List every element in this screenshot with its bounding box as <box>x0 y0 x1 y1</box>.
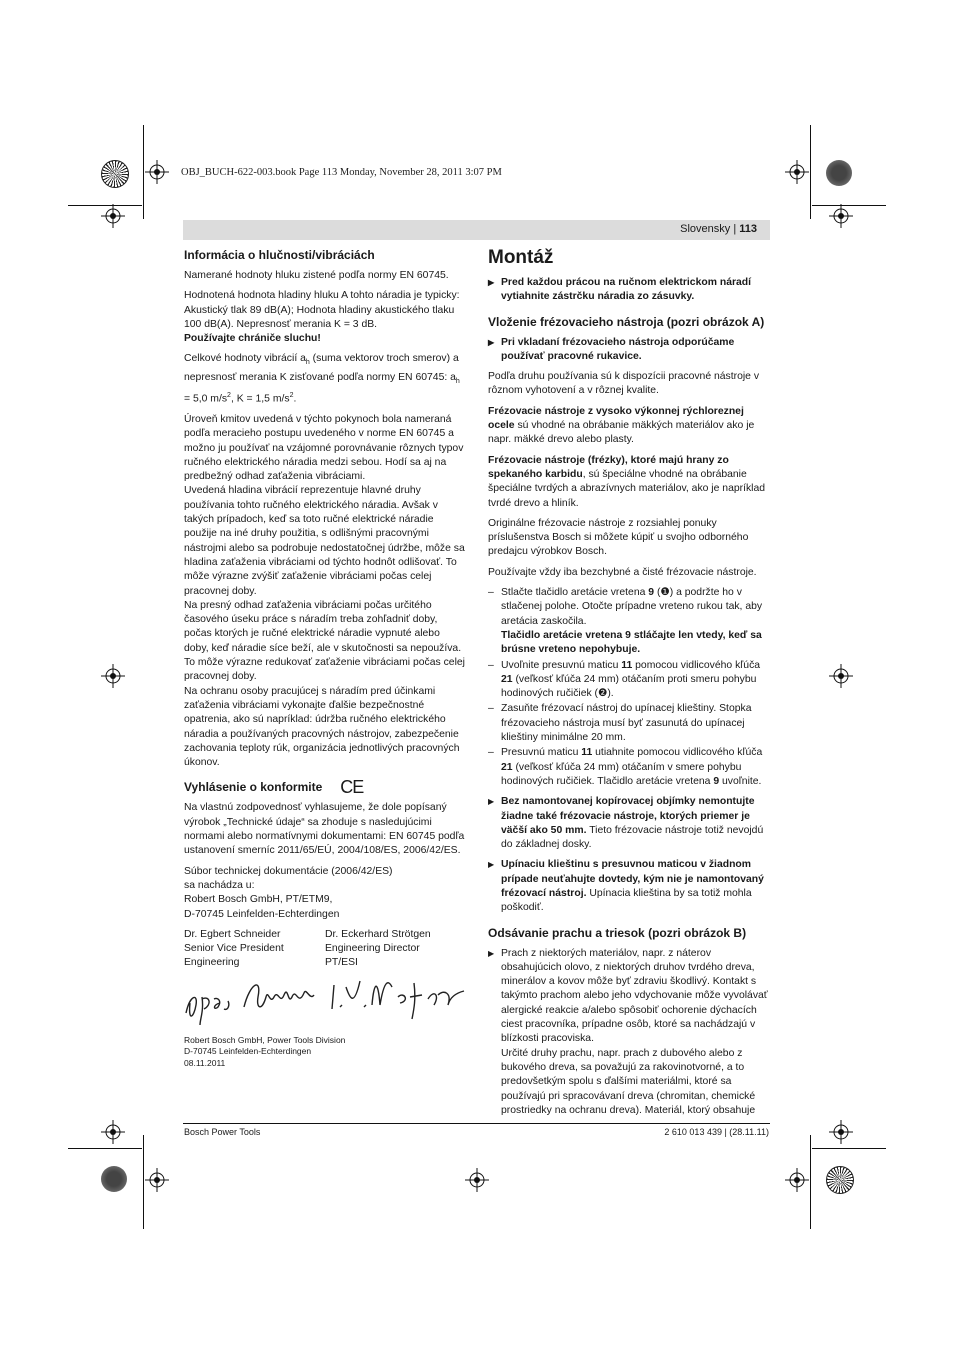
crop-mark <box>810 125 811 219</box>
dust-extraction-heading: Odsávanie prachu a triesok (pozri obrázok B) <box>488 925 747 940</box>
page-number: 113 <box>739 223 757 235</box>
crop-mark <box>143 1135 144 1229</box>
step-item: – Presuvnú maticu 11 utiahnite pomocou vidlicového kľúča 21 (veľkosť kľúča 24 mm) otáčaním v smere pohybu hodinových ručičiek. Tlačidlo aretácie vretena 9 uvoľnite. <box>488 747 763 787</box>
color-dial-icon <box>826 160 852 186</box>
footer-rule <box>183 1123 770 1124</box>
crop-mark <box>810 1135 811 1229</box>
body-paragraph: Podľa druhu používania sú k dispozícii pracovné nástroje v rôznom vyhotovení a v rôznej kvalite. <box>488 371 760 397</box>
registration-mark-icon <box>465 1168 489 1192</box>
safety-bullet: ▶ Pri vkladaní frézovacieho nástroja odporúčame používať pracovné rukavice. <box>488 336 735 362</box>
safety-bullet: ▶ Bez namontovanej kopírovacej objímky nemontujte žiadne také frézovacie nástroje, ktorých priemer je väčší ako 50 mm. Tieto frézovacie nástroje totiž nevojdú do základnej dosky. <box>488 796 764 851</box>
signatory-1: Dr. Egbert Schneider Senior Vice President Engineering <box>184 928 284 969</box>
noise-paragraph: Namerané hodnoty hluku zistené podľa normy EN 60745. <box>184 270 449 281</box>
crop-mark <box>812 1148 886 1149</box>
header-text <box>680 223 770 235</box>
page-header <box>183 220 770 240</box>
section-title: Montáž <box>488 247 554 268</box>
conformity-heading: Vyhlásenie o konformite CE <box>184 777 364 798</box>
ce-mark-icon: CE <box>340 777 364 798</box>
noise-heading: Informácia o hlučnosti/vibráciách <box>184 248 375 262</box>
body-paragraph: Originálne frézovacie nástroje z rozsiahlej ponuky príslušenstva Bosch si môžete kúpiť u svojho odborného predajcu výrobkov Bosch. <box>488 517 749 558</box>
vibration-paragraph: Celkové hodnoty vibrácií $a_h$ (suma vektorov troch smerov) a nepresnosť merania K zisťované podľa normy EN 60745: $a_h = 5,0$ $m/s^2$, K = 1,5 $m/s^2$. <box>184 353 460 405</box>
header-separator: | <box>733 223 737 235</box>
crop-mark <box>68 1148 142 1149</box>
insert-tool-heading: Vloženie frézovacieho nástroja (pozri obrázok A) <box>488 314 765 329</box>
safety-bullet: ▶ Pred každou prácou na ručnom elektrickom náradí vytiahnite zástrčku náradia zo zásuvky. <box>488 277 752 303</box>
registration-mark-icon <box>785 1168 809 1192</box>
dust-bullet: ▶ Prach z niektorých materiálov, napr. z náterov obsahujúcich olovo, z niektorých druhov tvrdého dreva, minerálov a kovov môže byť zdraviu škodlivý. Kontakt s takýmto prachom alebo jeho vdychovanie môže vyvolávať alergické reakcie a/alebo spôsobiť ochorenie dýchacích ciest pracovníka, prípadne osôb, ktoré sa nachádzajú v blízkosti pracoviska. <box>488 947 768 1045</box>
vibration-paragraph: Úroveň kmitov uvedená v týchto pokynoch bola nameraná podľa meracieho postupu uvedeného v norme EN 60745 a možno ju používať na vzájomné porovnávanie rôznych typov ručného elektrického náradia medzi sebou. Hodí sa aj na predbežný odhad zaťaženia vibráciami. <box>184 414 464 483</box>
footer-doc-number: 2 610 013 439 | (28.11.11) <box>664 1127 769 1137</box>
noise-paragraph: Hodnotená hodnota hladiny hluku A tohto náradia je typicky: Akustický tlak 89 dB(A); Hodnota hladiny akustického tlaku 100 dB(A). Nepresnosť merania K = 3 dB. <box>184 290 460 330</box>
color-dial-icon <box>101 1166 127 1192</box>
right-column <box>488 248 770 1118</box>
left-column <box>184 248 466 1069</box>
footer-brand: Bosch Power Tools <box>184 1127 261 1137</box>
print-slug: OBJ_BUCH-622-003.book Page 113 Monday, November 28, 2011 3:07 PM <box>181 167 502 178</box>
registration-mark-icon <box>145 160 169 184</box>
registration-mark-icon <box>829 664 853 688</box>
registration-mark-icon <box>101 204 125 228</box>
dust-paragraph: Určité druhy prachu, napr. prach z dubového alebo z bukového dreva, sa považujú za rakovinotvorné, a to predovšetkým spolu s ďalšími materiálmi, ktoré sa používajú pri spracovávaní dreva (chromitan, chemické prostriedky na ochranu dreva). Materiál, ktorý obsahuje <box>501 1047 756 1116</box>
registration-mark-icon <box>101 1120 125 1144</box>
registration-mark-icon <box>829 1120 853 1144</box>
signatory-2: Dr. Eckerhard Strötgen Engineering Director PT/ESI <box>325 928 431 969</box>
header-language: Slovensky <box>680 223 731 235</box>
body-paragraph: Používajte vždy iba bezchybné a čisté frézovacie nástroje. <box>488 566 757 578</box>
step-item: – Stlačte tlačidlo aretácie vretena 9 (❶) a podržte ho v stlačenej polohe. Otočte prípadne vreteno rukou tak, aby aretácia zaskočila. Tlačidlo aretácie vretena 9 stláčajte len vtedy, keď sa brúsne vreteno nepohybuje. <box>488 587 763 656</box>
step-item: – Zasuňte frézovací nástroj do upínacej klieštiny. Stopka frézovacieho nástroja musí byť zasunutá do upínacej klieštiny minimálne 20 mm. <box>488 703 752 744</box>
crop-mark <box>143 125 144 219</box>
company-address: Robert Bosch GmbH, Power Tools Division D-70745 Leinfelden-Echterdingen 08.11.2011 <box>184 1034 346 1068</box>
registration-mark-icon <box>785 160 809 184</box>
ear-protection-note: Používajte chrániče sluchu! <box>184 333 321 345</box>
step-item: – Uvoľnite presuvnú maticu 11 pomocou vidlicového kľúča 21 (veľkosť kľúča 24 mm) otáčaním proti smeru pohybu hodinových ručičiek (❷). <box>488 659 761 700</box>
vibration-paragraph: Na ochranu osoby pracujúcej s náradím pred účinkami zaťaženia vibráciami vykonajte ďalšie bezpečnostné opatrenia, ako sú napríklad: údržba ručného elektrického náradia a používaných pracovných nástrojov, zabezpečenie zachovania teploty rúk, organizácia jednotlivých pracovných úkonov. <box>184 685 460 769</box>
vibration-paragraph: Na presný odhad zaťaženia vibráciami počas určitého časového úseku práce s náradím treba zohľadniť doby, počas ktorých je ručné elektrické náradie vypnuté alebo doby, keď náradie síce beží, ale v skutočnosti sa nepoužíva. To môže výrazne redukovať zaťaženie vibráciami počas celej pracovnej doby. <box>184 599 465 683</box>
registration-mark-icon <box>101 664 125 688</box>
registration-mark-icon <box>829 204 853 228</box>
registration-mark-icon <box>145 1168 169 1192</box>
safety-bullet: ▶ Upínaciu klieštinu s presuvnou maticou v žiadnom prípade neuťahujte dovtedy, kým nie je namontovaný frézovací nástroj. Upínacia klieština by sa totiž mohla poškodiť. <box>488 859 764 914</box>
color-dial-icon <box>101 160 129 188</box>
tech-file-paragraph: Súbor technickej dokumentácie (2006/42/ES) sa nachádza u: Robert Bosch GmbH, PT/ETM9, D-70745 Leinfelden-Echterdingen <box>184 865 393 920</box>
body-paragraph: Frézovacie nástroje z vysoko výkonnej rýchloreznej ocele sú vhodné na obrábanie mäkkých materiálov ako je napr. mäkké drevo alebo plasty. <box>488 405 755 446</box>
color-dial-icon <box>826 1166 854 1194</box>
vibration-paragraph: Uvedená hladina vibrácií reprezentuje hlavné druhy používania tohto ručného elektrického náradia. Avšak v takých prípadoch, keď sa toto ručné elektrické náradie použije na iné druhy použitia, s odlišnými pracovnými nástrojmi alebo sa podrobuje nedostatočnej údržbe, môže sa hladina zaťaženia vibráciami od týchto hodnôt odlišovať. To môže výrazne zvýšiť zaťaženie vibráciami počas celej pracovnej doby. <box>184 485 465 597</box>
signatories <box>184 928 466 971</box>
conformity-paragraph: Na vlastnú zodpovednosť vyhlasujeme, že dole popísaný výrobok „Technické údaje“ sa zhoduje s nasledujúcimi normami alebo normatívnymi dokumentami: EN 60745 podľa ustanovení smerníc 2011/65/EÚ, 2004/108/ES, 2006/42/ES. <box>184 802 465 857</box>
body-paragraph: Frézovacie nástroje (frézky), ktoré majú hrany zo spekaného karbidu, sú špeciálne vhodné na obrábanie špeciálne tvrdých a abrazívnych materiálov, ako je napríklad tvrdé drevo a hliník. <box>488 454 766 509</box>
handwritten-signatures <box>184 975 466 1029</box>
